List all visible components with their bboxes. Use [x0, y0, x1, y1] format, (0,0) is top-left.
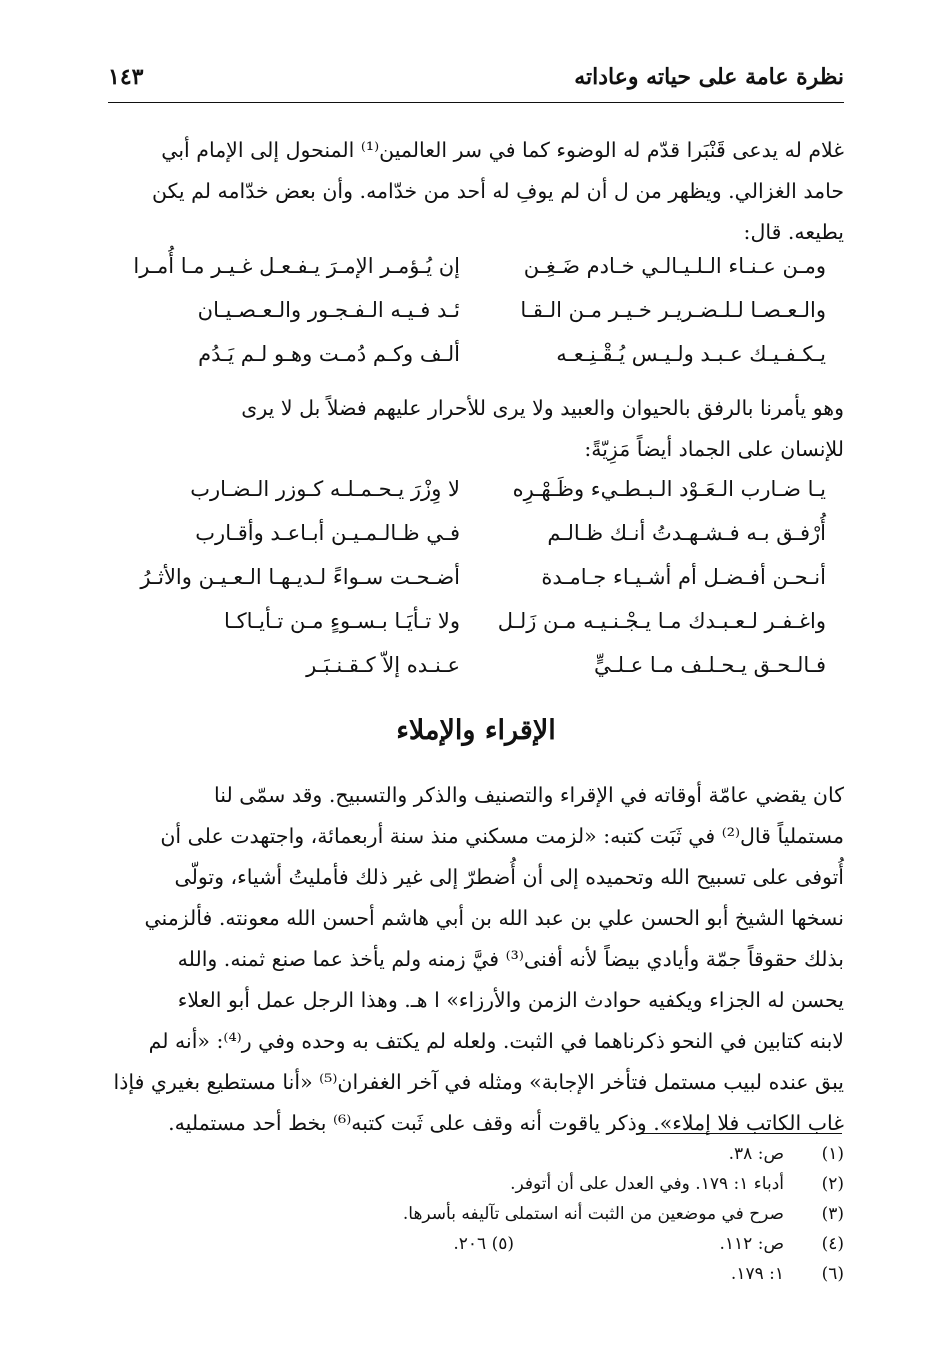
verse-second-hemistich: إن يُـؤمـر الإمـرَ يـفـعـل غـيـر مـا أُمـرا — [133, 254, 460, 278]
text-line: للإنسان على الجماد أيضاً مَزِيّةً: — [584, 437, 844, 461]
verse-first-hemistich: والـعـصـا لـلـضـريـر خـيـر مـن الـقـا — [520, 298, 826, 322]
text-line: غاب الكاتب فلا إملاء». وذكر ياقوت أنه وقف على ثَبت كتبه⁽⁶⁾ بخط أحد مستمليه. — [168, 1111, 844, 1135]
footnote — [330, 1170, 844, 1200]
verse-line — [120, 517, 826, 561]
verse-first-hemistich: يـا ضـارب الـعَـوْد الـبـطـيء وظَـهْـرِه — [512, 477, 826, 501]
verse-first-hemistich: واغـفـر لـعـبـدك مـا يـجْـنـيـه مـن زَلـل — [497, 609, 826, 633]
verse-first-hemistich: أُرْفـق بـه فـشـهـدتُ أنـك ظـالـم — [547, 521, 826, 545]
text-line: مستملياً قال⁽²⁾ في ثَبَت كتبه: «لزمت مسكني منذ سنة أربعمائة، واجتهدت على أن — [160, 824, 844, 848]
verse-second-hemistich: ولا تـأيَـا بـسـوءٍ مـن تـأيـاكـا — [224, 609, 460, 633]
text-line: وهو يأمرنا بالرفق بالحيوان والعبيد ولا يرى للأحرار عليهم فضلاً بل لا يرى — [241, 396, 844, 420]
footnote-number: (٢) — [821, 1174, 844, 1194]
poem-1 — [120, 250, 826, 382]
text-line: يطيعه. قال: — [743, 220, 844, 244]
footnote-text: صرح في موضعين من الثبت أنه استملى تآليفه بأسرها. — [402, 1204, 784, 1224]
verse-line — [120, 338, 826, 382]
footnote-divider — [640, 1133, 842, 1134]
page-number: ١٤٣ — [108, 64, 144, 90]
text-line: حامد الغزالي. ويظهر من ل أن لم يوفِ له أحد من خدّامه. وأن بعض خدّامه لم يكن — [151, 179, 844, 203]
section-heading: الإقراء والإملاء — [396, 715, 556, 746]
footnote-text: ١: ١٧٩. — [730, 1264, 784, 1284]
verse-line — [120, 250, 826, 294]
footnote-text: ص: ٣٨. — [728, 1144, 784, 1164]
verse-first-hemistich: فـالـحـق يـحـلـف مـا عـلـيٍّ — [593, 653, 826, 677]
footnote-number: (٣) — [821, 1204, 844, 1224]
footnote — [330, 1140, 844, 1170]
verse-second-hemistich: أضـحـت سـواءً لـديـهـا الـعـيـن والأثـرُ — [140, 565, 460, 589]
poem-2 — [120, 473, 826, 693]
footnote-text: ص: ١١٢. — [719, 1234, 784, 1254]
page-header — [108, 62, 844, 103]
text-line: بذلك حقوقاً جمّة وأيادي بيضاً لأنه أفنى⁽³⁾ فيَّ زمنه ولم يأخذ عما صنع ثمنه. والله — [177, 947, 844, 971]
footnote-number: (٤) — [821, 1234, 844, 1254]
middle-paragraph — [108, 388, 844, 470]
verse-second-hemistich: فـي ظـالـمـيـن أبـاعـد وأقـارب — [195, 521, 460, 545]
text-line: كان يقضي عامّة أوقاته في الإقراء والتصنيف والذكر والتسبيح. وقد سمّى لنا — [214, 783, 844, 807]
text-line: نسخها الشيخ أبو الحسن علي بن عبد الله بن أبي هاشم أحسن الله معونته. فألزمني — [144, 906, 844, 930]
verse-line — [120, 649, 826, 693]
footnote-text: أدباء ١: ١٧٩. وفي العدل على أن أتوفر. — [510, 1174, 784, 1194]
verse-first-hemistich: يـكـفـيـك عـبـد ولـيـس يُـقْـنِـعـه — [556, 342, 826, 366]
footnote — [330, 1200, 844, 1230]
verse-line — [120, 294, 826, 338]
text-line: لابنه كتابين في النحو ذكرناهما في الثبت. ولعله لم يكتف به وحده وفي ر⁽⁴⁾: «أنه لم — [148, 1029, 844, 1053]
verse-second-hemistich: عـنـده إلاّ كـقـنـبَـر — [306, 653, 460, 677]
footnote — [330, 1230, 844, 1260]
text-line: أُتوفى على تسبيح الله وتحميده إلى أن أُضطرّ إلى غير ذلك فأمليتُ أشياء، وتولّى — [174, 865, 844, 889]
footnote-inline-extra: (٥) ٢٠٦. — [453, 1234, 514, 1254]
verse-second-hemistich: لا وِزْرَ يـحـمـلـه كـوزر الـضـارب — [190, 477, 460, 501]
verse-line — [120, 561, 826, 605]
verse-line — [120, 473, 826, 517]
footnote-number: (٦) — [821, 1264, 844, 1284]
footnote-number: (١) — [821, 1144, 844, 1164]
verse-first-hemistich: أنـحـن أفـضـل أم أشـيـاء جـامـدة — [541, 565, 826, 589]
verse-second-hemistich: ئـد فـيـه الـفـجـور والـعـصـيـان — [197, 298, 460, 322]
verse-first-hemistich: ومـن عـنـاء الـلـيـالـي خـادم ضَـغِـن — [523, 254, 826, 278]
footnote — [330, 1260, 844, 1290]
opening-paragraph — [108, 130, 844, 253]
verse-line — [120, 605, 826, 649]
section-paragraph — [108, 775, 844, 1144]
verse-second-hemistich: ألـف وكـم دُمـت وهـو لـم يَـدُم — [198, 342, 460, 366]
running-title: نظرة عامة على حياته وعاداته — [574, 64, 844, 90]
text-line: غلام له يدعى قَنْبَرا قدّم له الوضوء كما في سر العالمين⁽¹⁾ المنحول إلى الإمام أبي — [161, 138, 844, 162]
footnotes — [330, 1140, 844, 1290]
text-line: يبق عنده لبيب مستمل فتأخر الإجابة» ومثله في آخر الغفران⁽⁵⁾ «أنا مستطيع بغيري فإذا — [113, 1070, 844, 1094]
text-line: يحسن له الجزاء ويكفيه حوادث الزمن والأرزاء» ا هـ. وهذا الرجل عمل أبو العلاء — [177, 988, 844, 1012]
